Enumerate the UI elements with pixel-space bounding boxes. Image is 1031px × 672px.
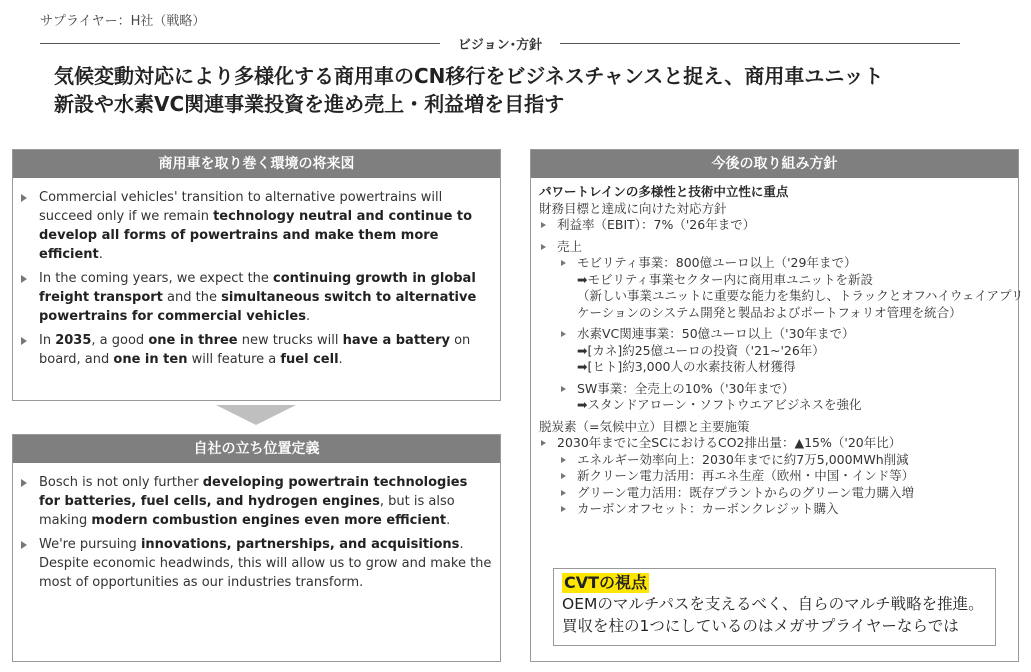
policy-line-text: 財務目標と達成に向けた対応方針 (539, 200, 727, 216)
divider-line-left (40, 43, 440, 44)
down-arrow-icon (216, 405, 296, 425)
policy-line-text: ➡[カネ]約25億ユーロの投資（'21~'26年） (577, 342, 825, 358)
policy-line (539, 359, 1010, 376)
bullet-text: . (98, 247, 103, 262)
policy-line-text: SW事業：全売上の10%（'30年まで） (577, 380, 795, 396)
policy-line (539, 184, 1010, 201)
bullet-text: will feature a (187, 352, 281, 367)
bullet-text: In (39, 333, 56, 348)
policy-line-text: 2030年までに全SCにおけるCO2排出量：▲15%（'20年比） (557, 435, 902, 450)
bullet-text: . (446, 513, 451, 528)
bullet-bold-text: developing powertrain technologies for batteries, fuel cells, and hydrogen engines (39, 475, 468, 509)
policy-line-text: 利益率（EBIT）：7%（'26年まで） (557, 217, 756, 232)
policy-line (539, 435, 1010, 452)
policy-line (539, 239, 1010, 256)
headline-line-1: 気候変動対応により多様化する商用車のCN移行をビジネスチャンスと捉え、商用車ユニット (54, 64, 884, 88)
supplier-label: サプライヤー：H社（戦略） (40, 14, 206, 29)
bullet-text: We're pursuing (39, 537, 141, 552)
policy-line (539, 272, 1010, 289)
triangle-bullet-icon (541, 244, 546, 250)
environment-panel (12, 149, 501, 401)
policy-line (539, 305, 1010, 322)
triangle-bullet-icon (561, 457, 566, 463)
environment-panel-title: 商用車を取り巻く環境の将来図 (13, 150, 500, 178)
triangle-bullet-icon (561, 490, 566, 496)
policy-line-text: ケーションのシステム開発と製品およびポートフォリオ管理を統合） (577, 304, 962, 320)
policy-list (531, 178, 1024, 518)
bullet-item (21, 331, 492, 369)
bullet-bold-text: 2035 (55, 333, 92, 348)
headline (54, 62, 994, 118)
policy-line (539, 501, 1010, 518)
cvt-title: CVTの視点 (564, 573, 648, 592)
bullet-text: Bosch is not only further (39, 475, 203, 490)
triangle-bullet-icon (21, 479, 27, 487)
policy-line-text: ➡モビリティ事業セクター内に商用車ユニットを新設 (577, 271, 873, 287)
triangle-bullet-icon (541, 222, 546, 228)
bullet-bold-text: one in ten (113, 352, 188, 367)
bullet-text: new trucks will (237, 333, 343, 348)
policy-line (539, 288, 1024, 305)
position-bullets (13, 463, 500, 592)
cvt-perspective-box (553, 568, 996, 646)
policy-line-text: 水素VC関連事業：50億ユーロ以上（'30年まで） (577, 326, 855, 341)
divider-line-right (560, 43, 960, 44)
triangle-bullet-icon (21, 275, 27, 283)
bullet-text: on board, and (39, 333, 471, 367)
headline-line-2: 新設や水素VC関連事業投資を進め売上・利益増を目指す (54, 92, 565, 116)
policy-line-text: ➡[ヒト]約3,000人の水素技術人材獲得 (577, 359, 796, 374)
triangle-bullet-icon (21, 541, 27, 549)
policy-line (539, 397, 1010, 414)
policy-line (539, 255, 1010, 272)
bullet-text: . Despite economic headwinds, this will allow us to grow and make the most of opportunities as our industries transform. (39, 537, 492, 590)
position-panel-title: 自社の立ち位置定義 (13, 435, 500, 463)
bullet-text: , but is also making (39, 494, 455, 528)
triangle-bullet-icon (21, 194, 27, 202)
bullet-bold-text: innovations, partnerships, and acquisitions (140, 537, 460, 552)
bullet-text: and the (162, 290, 222, 305)
bullet-bold-text: continuing growth in global freight transport (39, 271, 476, 305)
triangle-bullet-icon (561, 473, 566, 479)
bullet-item (21, 269, 492, 326)
bullet-bold-text: modern combustion engines even more efficient (91, 513, 447, 528)
policy-line-text: パワートレインの多様性と技術中立性に重点 (539, 184, 789, 199)
bullet-text: In the coming years, we expect the (39, 271, 274, 286)
bullet-item (21, 188, 492, 264)
policy-line-text: 売上 (557, 238, 583, 254)
bullet-item (21, 535, 492, 592)
policy-line-text: 脱炭素（=気候中立）目標と主要施策 (539, 418, 750, 434)
policy-line-text: グリーン電力活用：既存プラントからのグリーン電力購入増 (577, 484, 915, 500)
policy-line-text: （新しい事業ユニットに重要な能力を集約し、トラックとオフハイウェイアプリ (577, 288, 1024, 303)
policy-line-text: カーボンオフセット：カーボンクレジット購入 (577, 501, 839, 516)
bullet-bold-text: technology neutral and continue to develop all forms of powertrains and make them more efficient (39, 209, 473, 262)
policy-line-text: エネルギー効率向上：2030年までに約7万5,000MWh削減 (577, 451, 909, 467)
policy-panel-title: 今後の取り組み方針 (531, 150, 1018, 178)
policy-line (539, 485, 1010, 502)
policy-line (539, 419, 1010, 436)
triangle-bullet-icon (561, 386, 566, 392)
bullet-bold-text: fuel cell (280, 352, 339, 367)
policy-line (539, 468, 1010, 485)
policy-line (539, 201, 1010, 218)
vision-label: ビジョン･方針 (457, 38, 543, 53)
triangle-bullet-icon (541, 440, 546, 446)
cvt-line-1: OEMのマルチパスを支えるべく、自らのマルチ戦略を推進。 (562, 595, 984, 613)
bullet-text: . (338, 352, 343, 367)
cvt-line-2: 買収を柱の1つにしているのはメガサプライヤーならでは (562, 617, 959, 635)
bullet-text: . (305, 309, 311, 324)
triangle-bullet-icon (561, 331, 566, 337)
bullet-text: Commercial vehicles' transition to alternative powertrains will succeed only if we remain (39, 190, 443, 224)
bullet-bold-text: simultaneous switch to alternative powertrains for commercial vehicles (39, 290, 477, 324)
policy-line (539, 452, 1010, 469)
policy-line-text: ➡スタンドアローン・ソフトウエアビジネスを強化 (577, 397, 862, 412)
environment-bullets (13, 178, 500, 369)
bullet-text: , a good (91, 333, 149, 348)
bullet-bold-text: have a battery (342, 333, 450, 348)
bullet-bold-text: one in three (148, 333, 238, 348)
policy-line-text: 新クリーン電力活用：再エネ生産（欧州・中国・インド等） (577, 468, 915, 483)
policy-line (539, 381, 1010, 398)
policy-line (539, 343, 1010, 360)
bullet-item (21, 473, 492, 530)
vision-divider (40, 34, 960, 52)
triangle-bullet-icon (561, 260, 566, 266)
policy-line (539, 217, 1010, 234)
policy-line (539, 326, 1010, 343)
triangle-bullet-icon (21, 337, 27, 345)
triangle-bullet-icon (561, 506, 566, 512)
policy-line-text: モビリティ事業：800億ユーロ以上（'29年まで） (577, 255, 857, 270)
position-panel (12, 434, 501, 662)
